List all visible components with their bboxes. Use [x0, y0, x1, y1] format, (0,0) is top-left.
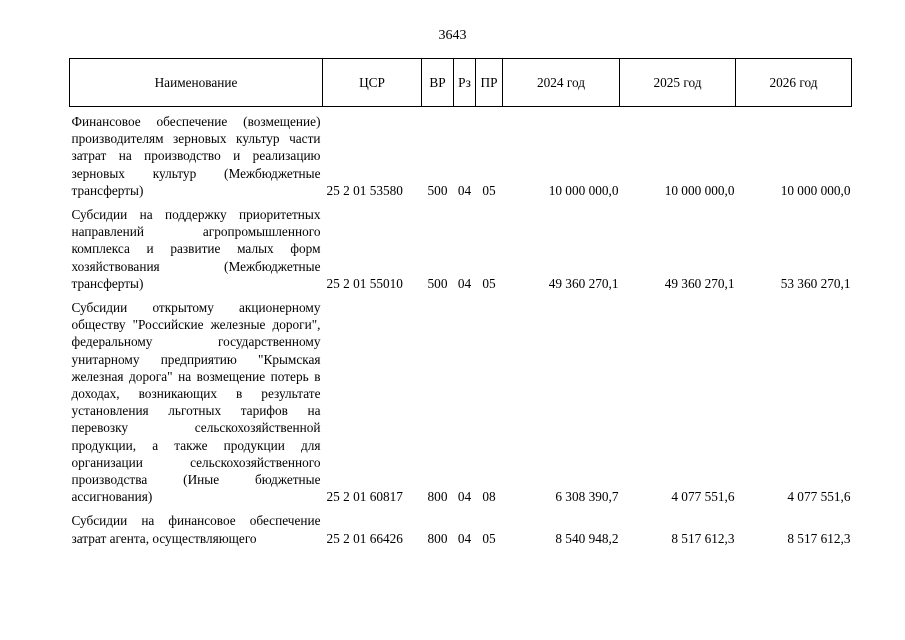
row-pr: 08 — [482, 489, 496, 505]
header-2026: 2026 год — [736, 59, 852, 107]
row-csr: 25 2 01 66426 — [326, 530, 403, 546]
row-rz: 04 — [457, 530, 472, 546]
table-row — [70, 512, 852, 546]
row-2025: 49 360 270,1 — [664, 275, 735, 291]
header-rz: Рз — [454, 59, 476, 107]
row-csr: 25 2 01 53580 — [326, 182, 403, 198]
row-pr: 05 — [482, 530, 496, 546]
row-2026: 53 360 270,1 — [780, 275, 851, 291]
table-header-row — [70, 59, 852, 107]
row-2024: 6 308 390,7 — [555, 489, 619, 505]
row-name: Субсидии на финансовое обеспечение затрат агента, осуществляющего — [71, 513, 321, 546]
row-name: Финансовое обеспечение (возмещение) производителям зерновых культур части затрат на производство и реализацию зерновых культур (Межбюджетные трансферты) — [71, 114, 321, 198]
row-vr: 500 — [427, 275, 448, 291]
row-pr: 05 — [482, 275, 496, 291]
table-row — [70, 107, 852, 200]
header-name: Наименование — [70, 59, 323, 107]
header-csr: ЦСР — [323, 59, 422, 107]
row-csr: 25 2 01 60817 — [326, 489, 403, 505]
row-pr: 05 — [482, 182, 496, 198]
row-rz: 04 — [457, 275, 472, 291]
row-vr: 800 — [427, 489, 448, 505]
row-vr: 500 — [427, 182, 448, 198]
row-2024: 10 000 000,0 — [548, 182, 619, 198]
row-2025: 4 077 551,6 — [671, 489, 735, 505]
row-2024: 49 360 270,1 — [548, 275, 619, 291]
row-2026: 10 000 000,0 — [780, 182, 851, 198]
table-row — [70, 299, 852, 505]
row-rz: 04 — [457, 489, 472, 505]
row-vr: 800 — [427, 530, 448, 546]
table-row — [70, 206, 852, 292]
row-name: Субсидии на поддержку приоритетных направлений агропромышленного комплекса и развитие малых форм хозяйствования (Межбюджетные трансферты) — [71, 207, 321, 291]
row-rz: 04 — [457, 182, 472, 198]
page-number: 3643 — [438, 28, 467, 43]
row-2024: 8 540 948,2 — [555, 530, 619, 546]
row-2025: 10 000 000,0 — [664, 182, 735, 198]
header-2024: 2024 год — [503, 59, 620, 107]
budget-table — [69, 58, 852, 547]
row-csr: 25 2 01 55010 — [326, 275, 403, 291]
header-vr: ВР — [422, 59, 454, 107]
row-2025: 8 517 612,3 — [671, 530, 735, 546]
header-pr: ПР — [476, 59, 503, 107]
row-name: Субсидии открытому акционерному обществу "Российские железные дороги", федеральному государственному унитарному предприятию "Крымская железная дорога" на возмещение потерь в доходах, возникающих в результате установления льготных тарифов на перевозку сельскохозяйственной продукции, а также продукции для организации сельскохозяйственного производства (Иные бюджетные ассигнования) — [71, 300, 321, 505]
row-2026: 4 077 551,6 — [787, 489, 851, 505]
row-2026: 8 517 612,3 — [787, 530, 851, 546]
header-2025: 2025 год — [620, 59, 736, 107]
